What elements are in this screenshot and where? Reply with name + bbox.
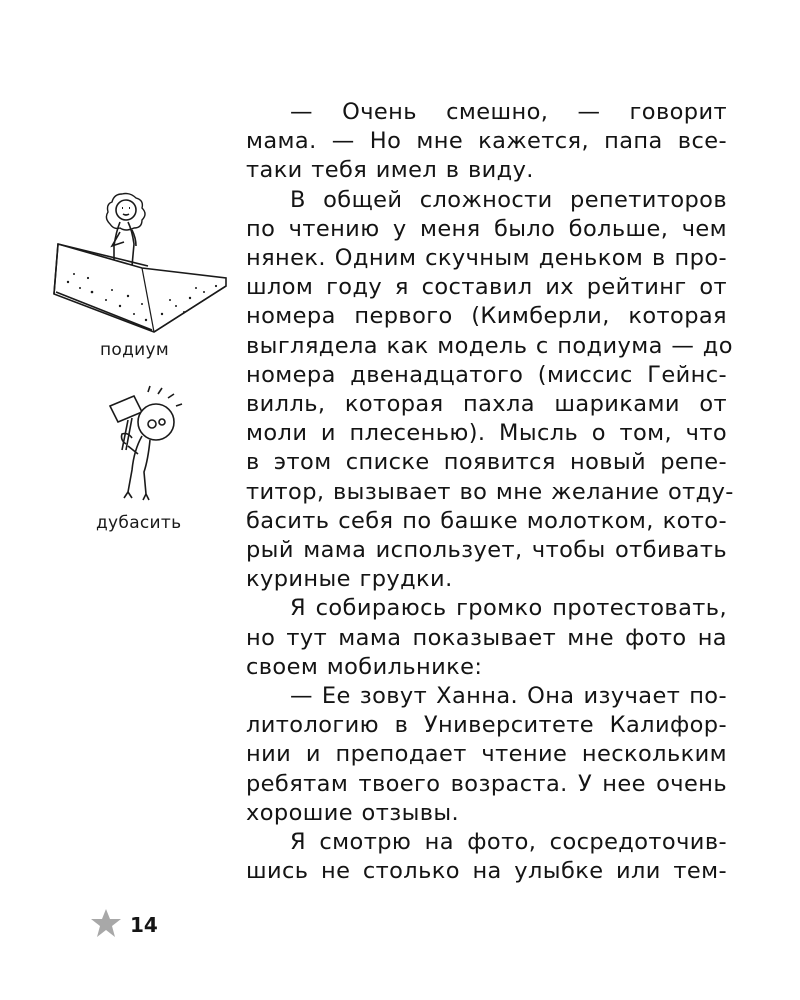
- text-line: Я собираюсь громко протестовать,: [290, 595, 727, 622]
- hammer-hitting-head-illustration: [92, 384, 202, 504]
- runway-drawing: [50, 182, 230, 342]
- star-icon: [90, 908, 122, 942]
- star-shape: [91, 909, 121, 937]
- text-line: рый мама использует, чтобы отбивать: [246, 537, 727, 564]
- text-line: басить себя по башке молотком, кото-: [246, 507, 727, 534]
- text-line: хорошие отзывы.: [246, 799, 460, 826]
- text-line: в этом списке появится новый репе-: [246, 449, 727, 476]
- text-line: таки тебя имел в виду.: [246, 157, 534, 184]
- text-line: титор, вызывает во мне желание отду-: [246, 478, 734, 505]
- text-line: куриные грудки.: [246, 566, 453, 593]
- text-line: номера первого (Кимберли, которая: [246, 303, 727, 330]
- text-line: Я смотрю на фото, сосредоточив-: [290, 829, 727, 856]
- text-line: литологию в Университете Калифор-: [246, 712, 727, 739]
- text-line: шлом году я составил их рейтинг от: [246, 274, 727, 301]
- text-line: ребятам твоего возраста. У нее очень: [246, 770, 727, 797]
- woman-on-runway-illustration: [50, 182, 230, 342]
- text-line: нянек. Одним скучным деньком в про-: [246, 245, 727, 272]
- text-line: мама. — Но мне кажется, папа все-: [246, 128, 727, 155]
- text-line: номера двенадцатого (миссис Гейнс-: [246, 361, 727, 388]
- page-footer: [90, 905, 158, 945]
- text-line: но тут мама показывает мне фото на: [246, 624, 727, 651]
- text-line: моли и плесенью). Мысль о том, что: [246, 420, 727, 447]
- text-line: нии и преподает чтение нескольким: [246, 741, 727, 768]
- text-line: — Очень смешно, — говорит: [290, 99, 727, 125]
- text-line: по чтению у меня было больше, чем: [246, 215, 727, 242]
- hammer-drawing: [92, 384, 202, 504]
- text-line: вилль, которая пахла шариками от: [246, 391, 727, 418]
- text-line: В общей сложности репетиторов: [290, 186, 727, 213]
- text-line: шись не столько на улыбке или тем-: [246, 858, 727, 885]
- text-line: выглядела как модель с подиума — до: [246, 332, 733, 359]
- text-line: своем мобильнике:: [246, 653, 483, 680]
- text-line: — Ее зовут Ханна. Она изучает по-: [290, 683, 727, 710]
- margin-caption-podium: подиум: [100, 340, 170, 360]
- body-text: [246, 98, 734, 886]
- page-number: 14: [130, 913, 158, 937]
- margin-caption-dubasit: дубасить: [96, 513, 182, 533]
